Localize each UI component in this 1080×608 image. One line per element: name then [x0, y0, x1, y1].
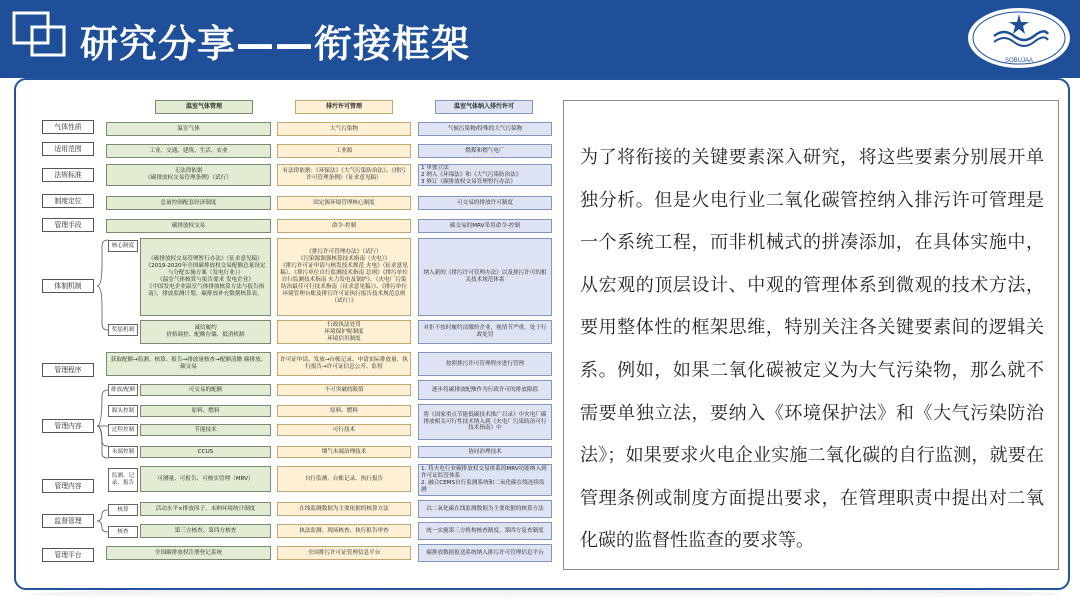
- row-label-content: 管理内容: [42, 419, 94, 433]
- cell: 纳入新的《排污许可管理办法》以及排污许可的相关技术规范体系: [418, 238, 552, 316]
- cell: 总量控制配套经济制度: [106, 196, 271, 210]
- cell: 1 单独立法 2 纳入《环保法》和《大气污染防治法》 3 修订《碳排放权交易管理暂行办法》: [418, 164, 552, 186]
- cell: 《排污许可管理办法》（试行） 《污染源源强核算技术指南（火电）》 《排污许可证申请与核发技术规范 火电》（征求意见稿）、《排污单位自行监测技术指南 总则》《排污单位自行监测技术指南 火力发电及锅炉》、《火电厂污染防治最佳可行技术指南（征求意见稿）》、《排污单位环境管理台账及排污许可证执行报告技术规范总则（试行）》: [277, 238, 411, 316]
- cell: 碳排放权交易: [106, 219, 271, 233]
- bottom-shadow: [30, 588, 1060, 600]
- cell: 碳交易的MRV采用命令-控制: [418, 219, 552, 233]
- cell: 行政执法处罚 环境保护税制度 环境信用制度: [277, 320, 411, 344]
- cell: 命令-控制: [277, 219, 411, 233]
- sub-label: 排放/配额: [108, 384, 138, 396]
- sub-label-mrv: 监测、记录、报告: [108, 468, 138, 492]
- sub-label: 末端控制: [108, 446, 138, 458]
- sub-label: 核算: [108, 504, 138, 516]
- row-label-positioning: 制度定位: [42, 194, 94, 208]
- explanation-paragraph: 为了将衔接的关键要素深入研究，将这些要素分别展开单独分析。但是火电行业二氧化碳管控纳入排污许可管理是一个系统工程，而非机械式的拼凑添加，在具体实施中，从宏观的顶层设计、中观的管理体系到微观的技术方法，要用整体性的框架思维，特别关注各关键要素间的逻辑关系。例如，如果二氧化碳被定义为大气污染物，那么就不需要单独立法，要纳入《环境保护法》和《大气污染防治法》；如果要求火电企业实施二氧化碳的自行监测，就要在管理条例或制度方面提出要求，在管理职责中提出对二氧化碳的监督性监查的要求等。: [580, 147, 1044, 552]
- column-header-permit: 排污许可管理: [295, 100, 393, 114]
- row-label-supervision: 监督管理: [42, 514, 94, 528]
- sub-label: 过程控制: [108, 424, 138, 436]
- logo-text: SOBUJAA: [1004, 58, 1034, 64]
- cell: 在线监测数据为主要依据的核算方法: [277, 502, 411, 516]
- cell: 工业源: [277, 144, 411, 158]
- cell: 碳排放数据报送系统纳入排污许可管理信息平台: [418, 544, 552, 562]
- cell: 《碳排放权交易管理暂行办法》（征求意见稿） 《2019-2020年全国碳排放权交易配额总量设定与分配实施方案（发电行业）》 《温室气体核算与报告要求 发电企业》 《中国发电企业温室气体排放核算方法与报告指南》，排放监测计划、碳排放补充数据核算表。: [140, 238, 271, 316]
- cell: 全国排污许可证管理信息平台: [277, 546, 411, 560]
- cell: 可行技术: [277, 424, 411, 436]
- cell: 将《国家重点节能低碳技术推广目录》中火电厂碳排放相关可行性技术纳入到《火电厂污染防治可行技术指南》中: [418, 404, 552, 440]
- cell: 固定源环境管理核心制度: [277, 196, 411, 210]
- title-squares-icon: [10, 9, 70, 59]
- explanation-text-box: [563, 100, 1059, 570]
- cell: 诚信履约 价格调控、配额存储、抵消机制: [140, 320, 271, 344]
- page-title: 研究分享——衔接框架: [80, 22, 471, 66]
- cell: 燃煤和燃气电厂: [418, 144, 552, 158]
- cell: 活动水平×排放因子、未纳环境统计制度: [140, 502, 271, 516]
- cell: 无法律依据 《碳排放权交易管理条例》（试行）: [106, 164, 271, 186]
- cell: 按照排污许可管理程序进行管理: [418, 352, 552, 376]
- cell: 获取配额→监测、核算、报告→排放量核查→配额清缴 碳排放、碳交易: [106, 352, 271, 376]
- cell: 执法监测、现场核查、执行报告审查: [277, 524, 411, 538]
- cell: 许可证申请、发放→台帐记录、申请实际排放量、执行报告→许可证信息公开、监督: [277, 352, 411, 376]
- sub-label: 核查: [108, 526, 138, 538]
- row-label-procedure: 管理程序: [42, 363, 94, 377]
- cell: 工业、交通、建筑、生活、农业: [106, 144, 271, 158]
- cell: 逐步将碳排放配额作为行政许可的排放限值: [418, 380, 552, 400]
- header-bar: [0, 0, 1080, 78]
- sub-label-core: 核心制度: [108, 240, 138, 252]
- cell: 节能技术: [140, 424, 271, 436]
- cell: 大气污染物: [277, 122, 411, 136]
- cell: 有法律依据：《环保法》《大气污染防治法》、《排污许可管理条例》（征求意见稿）: [277, 164, 411, 186]
- row-label-content-mrv: 管理内容: [42, 479, 94, 493]
- cell: 自行监测、台账记录、执行报告: [277, 466, 411, 492]
- cell: 不可突破的限值: [277, 384, 411, 396]
- sub-label-supporting: 奖惩机制: [108, 324, 138, 336]
- cell: 1. 将火电行业碳排放权交易体系的MRV功能纳入到许可证监管体系 2. 融合CEMS自行监测系统和二氧化碳在线连续监测: [418, 464, 552, 496]
- row-label-platform: 管理平台: [42, 548, 94, 562]
- row-label-means: 管理手段: [42, 218, 94, 232]
- cell: 对拒不按时履约清缴的企业，视情节严重，处于行政处罚: [418, 320, 552, 344]
- row-label-system: 体制机制: [42, 279, 94, 293]
- row-label-regulation: 法规标准: [42, 168, 94, 182]
- cell: 协同治理技术: [418, 446, 552, 458]
- university-logo: [964, 4, 1074, 72]
- cell: 原料、燃料: [140, 405, 271, 417]
- framework-diagram: [40, 96, 556, 572]
- column-header-ghg: 温室气体管理: [155, 100, 253, 114]
- cell: 可测量、可报告、可核实管理（MRV）: [140, 466, 271, 492]
- column-header-integration: 温室气体纳入排污许可: [435, 100, 533, 114]
- sub-label: 源头控制: [108, 405, 138, 417]
- cell: 全国碳排放权注册登记系统: [106, 546, 271, 560]
- cell: 统一实施第三方机构核查制度，第四方复查制度: [418, 522, 552, 540]
- cell: 温室气体: [106, 122, 271, 136]
- cell: 烟气末端治理技术: [277, 446, 411, 458]
- cell: 可交易的排放许可制度: [418, 196, 552, 210]
- cell: 可交易的配额: [140, 384, 271, 396]
- cell: 气候污染物/特殊的大气污染物: [418, 122, 552, 136]
- cell: CCUS: [140, 446, 271, 458]
- cell: 原料、燃料: [277, 405, 411, 417]
- cell: 第三方核查、第四方核查: [140, 524, 271, 538]
- row-label-scope: 适用范围: [42, 142, 94, 156]
- row-label-gas-nature: 气体性质: [42, 120, 94, 134]
- cell: 以二氧化碳在线监测数据为主要依据的核算方法: [418, 500, 552, 518]
